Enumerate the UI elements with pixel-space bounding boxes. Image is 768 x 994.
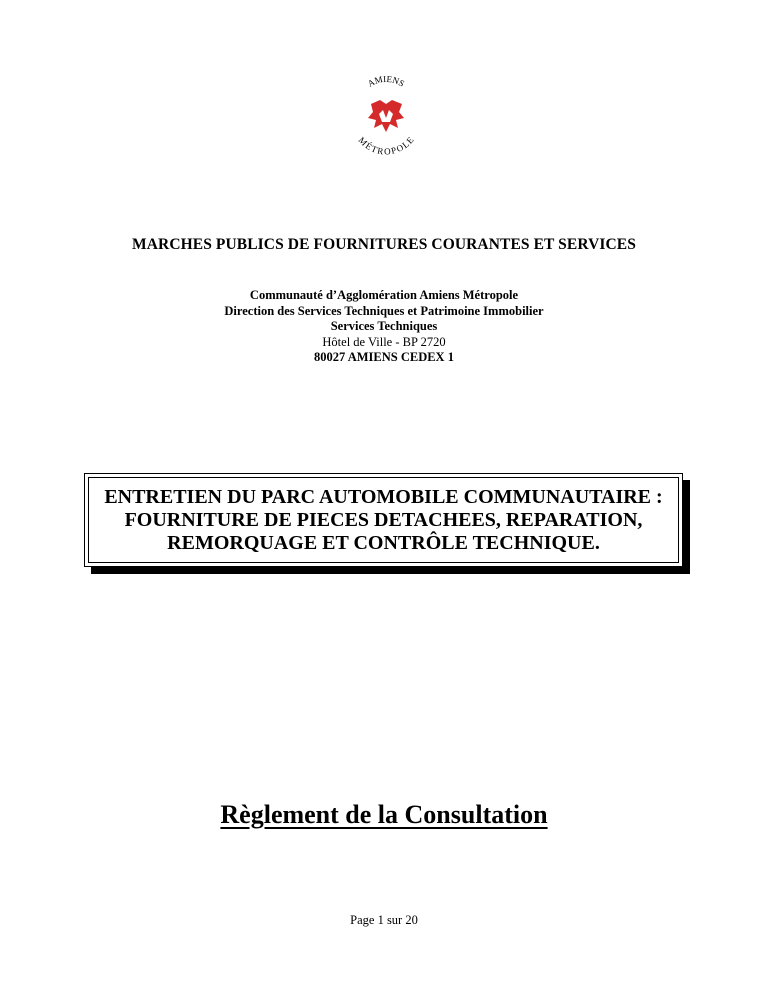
subject-box-inner bbox=[88, 477, 679, 563]
address-line-postcode: 80027 AMIENS CEDEX 1 bbox=[314, 350, 454, 364]
document-title: Règlement de la Consultation bbox=[220, 800, 548, 829]
address-block bbox=[0, 288, 768, 366]
subject-line-2: FOURNITURE DE PIECES DETACHEES, REPARATION, bbox=[124, 508, 643, 531]
page-number: Page 1 sur 20 bbox=[350, 913, 418, 927]
address-line-direction: Direction des Services Techniques et Patrimoine Immobilier bbox=[224, 303, 544, 318]
main-heading: MARCHES PUBLICS DE FOURNITURES COURANTES ET SERVICES bbox=[132, 236, 636, 253]
address-line-agency: Communauté d’Agglomération Amiens Métropole bbox=[249, 288, 519, 302]
amiens-metropole-logo bbox=[344, 74, 428, 158]
address-line-service: Services Techniques bbox=[330, 319, 438, 333]
subject-box bbox=[84, 473, 683, 567]
logo-text-bottom: MÉTROPOLE bbox=[356, 134, 416, 157]
subject-line-1: ENTRETIEN DU PARC AUTOMOBILE COMMUNAUTAIRE : bbox=[104, 485, 663, 508]
subject-line-3: REMORQUAGE ET CONTRÔLE TECHNIQUE. bbox=[167, 531, 600, 554]
logo-text-top: AMIENS bbox=[365, 74, 407, 89]
address-line-street: Hôtel de Ville - BP 2720 bbox=[322, 334, 446, 349]
logo-emblem bbox=[368, 100, 404, 132]
